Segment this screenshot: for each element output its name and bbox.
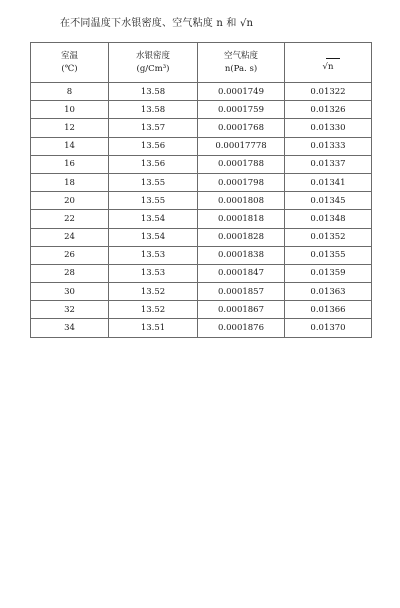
cell-temperature: 24: [31, 228, 109, 246]
table-row: [31, 101, 372, 119]
cell-temperature: 26: [31, 246, 109, 264]
cell-sqrt-viscosity: 0.01348: [285, 210, 372, 228]
cell-mercury-density: 13.52: [109, 283, 198, 301]
cell-sqrt-viscosity: 0.01345: [285, 192, 372, 210]
document-title: 在不同温度下水银密度、空气粘度 n 和 √n: [60, 18, 254, 29]
cell-air-viscosity: 0.0001876: [198, 319, 285, 337]
header-label: 水银密度: [135, 50, 170, 61]
cell-mercury-density: 13.52: [109, 301, 198, 319]
header-unit: (g/Cm³): [136, 63, 170, 74]
cell-mercury-density: 13.54: [109, 228, 198, 246]
cell-temperature: 34: [31, 319, 109, 337]
cell-mercury-density: 13.55: [109, 192, 198, 210]
table-row: [31, 301, 372, 319]
cell-sqrt-viscosity: 0.01333: [285, 137, 372, 155]
cell-sqrt-viscosity: 0.01366: [285, 301, 372, 319]
cell-air-viscosity: 0.0001818: [198, 210, 285, 228]
header-label: 室温: [60, 50, 78, 61]
cell-air-viscosity: 0.0001828: [198, 228, 285, 246]
cell-sqrt-viscosity: 0.01341: [285, 173, 372, 191]
table-row: [31, 283, 372, 301]
cell-air-viscosity: 0.0001788: [198, 155, 285, 173]
table-header: [31, 43, 372, 83]
cell-sqrt-viscosity: 0.01330: [285, 119, 372, 137]
cell-temperature: 30: [31, 283, 109, 301]
sqrt-symbol-group: [316, 58, 340, 74]
cell-air-viscosity: 0.0001857: [198, 283, 285, 301]
cell-temperature: 8: [31, 83, 109, 101]
cell-temperature: 14: [31, 137, 109, 155]
header-unit: (℃): [61, 63, 78, 74]
cell-air-viscosity: 0.0001759: [198, 101, 285, 119]
table-row: [31, 155, 372, 173]
table-row: [31, 264, 372, 282]
table-row: [31, 210, 372, 228]
table-row: [31, 228, 372, 246]
cell-air-viscosity: 0.00017778: [198, 137, 285, 155]
header-mercury-density: [109, 43, 198, 83]
cell-sqrt-viscosity: 0.01326: [285, 101, 372, 119]
blank-area: [0, 330, 400, 608]
cell-temperature: 28: [31, 264, 109, 282]
cell-air-viscosity: 0.0001847: [198, 264, 285, 282]
cell-air-viscosity: 0.0001838: [198, 246, 285, 264]
cell-sqrt-viscosity: 0.01359: [285, 264, 372, 282]
cell-temperature: 32: [31, 301, 109, 319]
cell-sqrt-viscosity: 0.01363: [285, 283, 372, 301]
table-row: [31, 119, 372, 137]
cell-air-viscosity: 0.0001808: [198, 192, 285, 210]
sqrt-overbar: [326, 58, 340, 59]
cell-temperature: 22: [31, 210, 109, 228]
cell-mercury-density: 13.51: [109, 319, 198, 337]
table-row: [31, 137, 372, 155]
header-unit: √n: [322, 61, 334, 72]
cell-mercury-density: 13.57: [109, 119, 198, 137]
cell-mercury-density: 13.58: [109, 83, 198, 101]
cell-temperature: 16: [31, 155, 109, 173]
cell-air-viscosity: 0.0001798: [198, 173, 285, 191]
cell-mercury-density: 13.53: [109, 246, 198, 264]
cell-sqrt-viscosity: 0.01370: [285, 319, 372, 337]
cell-temperature: 10: [31, 101, 109, 119]
header-label: 空气粘度: [223, 50, 258, 61]
data-table: [30, 42, 372, 338]
cell-temperature: 18: [31, 173, 109, 191]
cell-mercury-density: 13.53: [109, 264, 198, 282]
cell-sqrt-viscosity: 0.01352: [285, 228, 372, 246]
cell-mercury-density: 13.58: [109, 101, 198, 119]
header-unit: n(Pa. s): [224, 63, 258, 74]
cell-temperature: 20: [31, 192, 109, 210]
cell-mercury-density: 13.56: [109, 137, 198, 155]
cell-mercury-density: 13.55: [109, 173, 198, 191]
cell-air-viscosity: 0.0001768: [198, 119, 285, 137]
cell-mercury-density: 13.54: [109, 210, 198, 228]
header-row: [31, 43, 372, 83]
table-body: [31, 83, 372, 338]
header-sqrt-viscosity: [285, 43, 372, 83]
cell-temperature: 12: [31, 119, 109, 137]
table-row: [31, 246, 372, 264]
cell-sqrt-viscosity: 0.01322: [285, 83, 372, 101]
cell-mercury-density: 13.56: [109, 155, 198, 173]
cell-air-viscosity: 0.0001867: [198, 301, 285, 319]
cell-sqrt-viscosity: 0.01355: [285, 246, 372, 264]
table-row: [31, 173, 372, 191]
table-row: [31, 83, 372, 101]
header-air-viscosity: [198, 43, 285, 83]
cell-sqrt-viscosity: 0.01337: [285, 155, 372, 173]
table-row: [31, 192, 372, 210]
cell-air-viscosity: 0.0001749: [198, 83, 285, 101]
header-room-temperature: [31, 43, 109, 83]
